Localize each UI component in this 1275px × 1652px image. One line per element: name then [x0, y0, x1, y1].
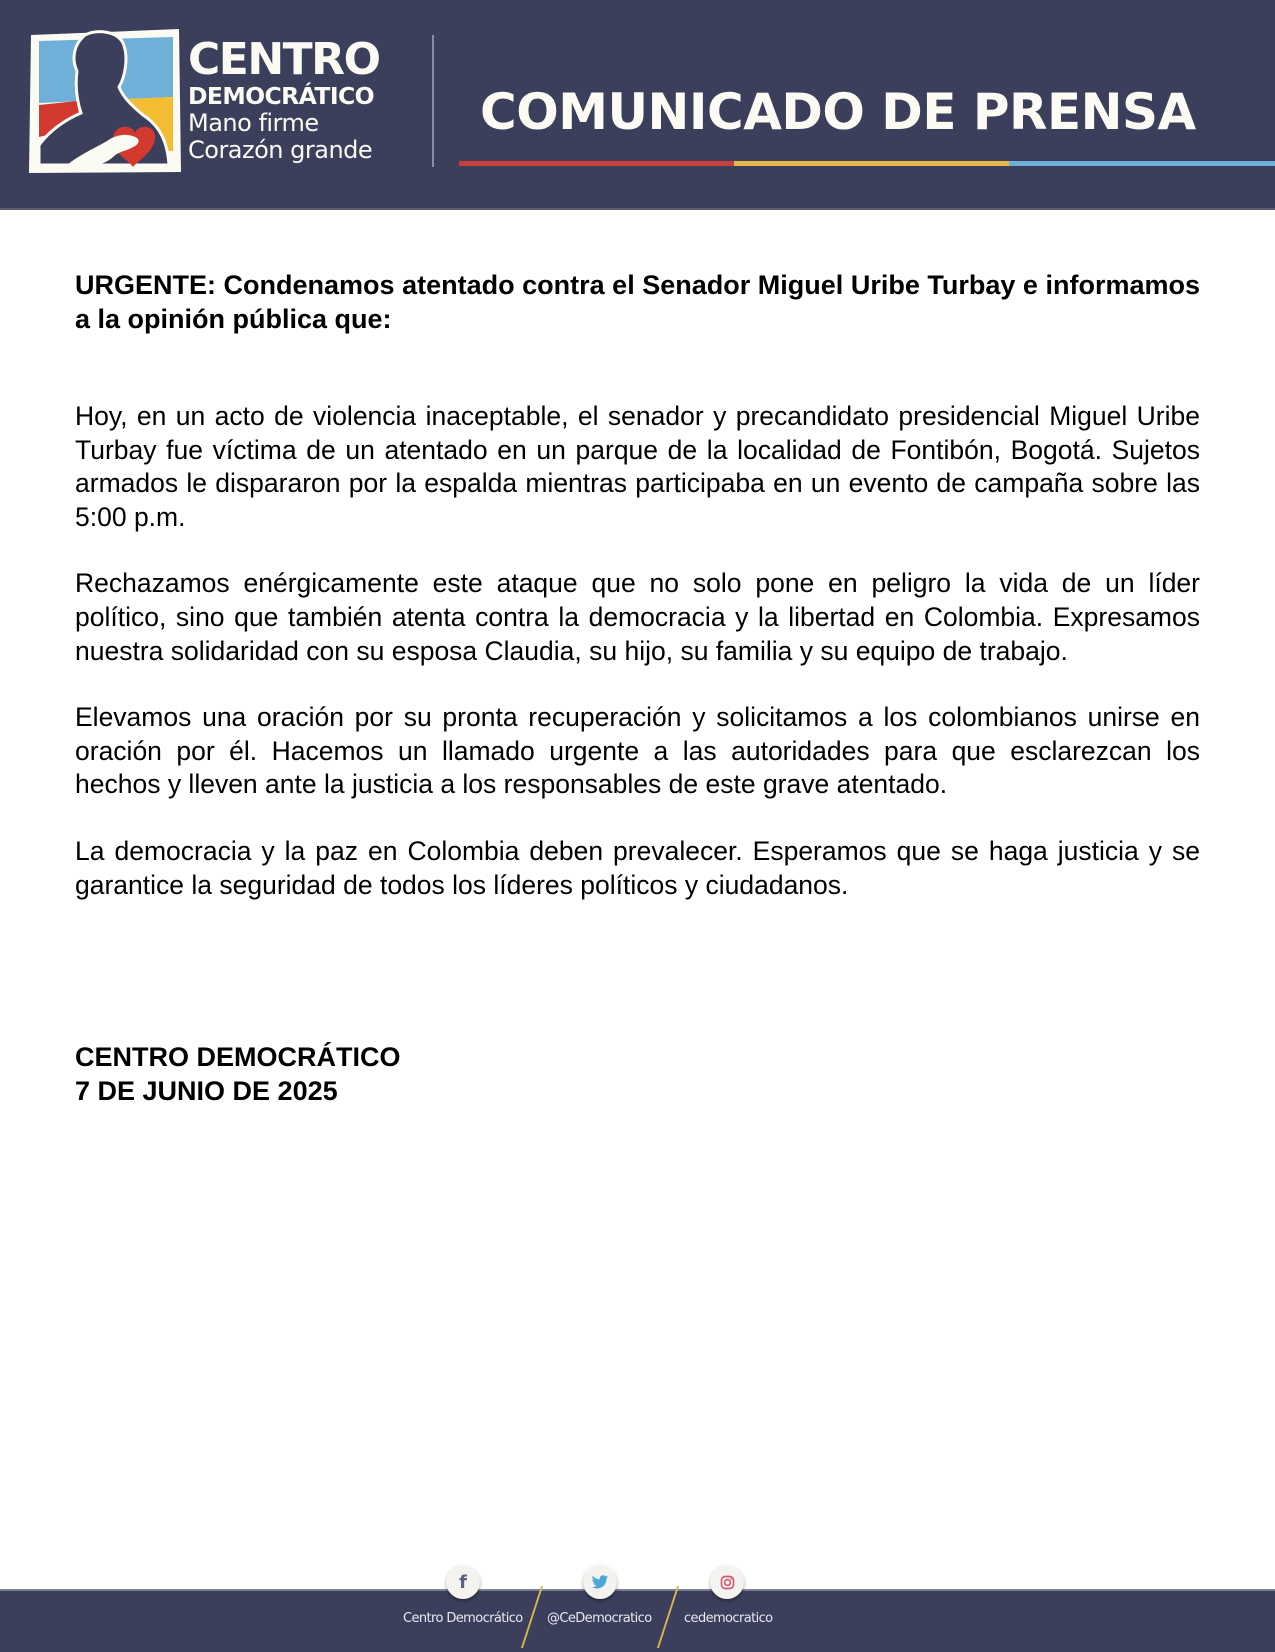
facebook-label[interactable]: Centro Democrático	[403, 1611, 523, 1626]
stripe-yellow	[734, 161, 1009, 166]
paragraph-4: La democracia y la paz en Colombia deben prevalecer. Esperamos que se haga justicia y se garantice la seguridad de todos los líderes políticos y ciudadanos.	[75, 835, 1200, 900]
twitter-icon	[591, 1575, 609, 1590]
logo-slogan-line2: Corazón grande	[188, 136, 373, 164]
signature-block	[75, 1040, 401, 1108]
stripe-red	[459, 161, 734, 166]
party-logo-text	[188, 34, 380, 164]
press-release-body	[75, 268, 1200, 902]
logo-title: CENTRO	[188, 34, 380, 85]
logo-slogan-line1: Mano firme	[188, 109, 319, 137]
instagram-label[interactable]: cedemocratico	[684, 1611, 773, 1626]
paragraph-2: Rechazamos enérgicamente este ataque que no solo pone en peligro la vida de un líder político, sino que también atenta contra la democracia y la libertad en Colombia. Expresamos nuestra solidaridad con su esposa Claudia, su hijo, su familia y su equipo de trabajo.	[75, 568, 1200, 666]
instagram-icon	[720, 1575, 735, 1590]
facebook-icon: f	[459, 1571, 467, 1593]
header-banner	[0, 0, 1275, 210]
paragraph-1: Hoy, en un acto de violencia inaceptable, el senador y precandidato presidencial Miguel Uribe Turbay fue víctima de un atentado en un parque de la localidad de Fontibón, Bogotá. Sujetos armados le dispararon por la espalda mientras participaba en un evento de campaña sobre las 5:00 p.m.	[75, 401, 1200, 532]
twitter-link[interactable]	[583, 1565, 617, 1599]
signature-organization: CENTRO DEMOCRÁTICO	[75, 1042, 401, 1072]
signature-date: 7 DE JUNIO DE 2025	[75, 1076, 338, 1106]
page-title: COMUNICADO DE PRENSA	[480, 83, 1196, 141]
headline: URGENTE: Condenamos atentado contra el Senador Miguel Uribe Turbay e informamos a la opinión pública que:	[75, 270, 1200, 334]
twitter-label[interactable]: @CeDemocratico	[547, 1611, 652, 1626]
header-divider	[432, 35, 434, 167]
instagram-link[interactable]	[710, 1565, 744, 1599]
paragraph-3: Elevamos una oración por su pronta recuperación y solicitamos a los colombianos unirse en oración por él. Hacemos un llamado urgente a las autoridades para que esclarezcan los hechos y lleven ante la justicia a los responsables de este grave atentado.	[75, 702, 1200, 800]
party-logo-icon	[27, 27, 183, 174]
logo-subtitle: DEMOCRÁTICO	[188, 82, 375, 110]
facebook-link[interactable]	[446, 1565, 480, 1599]
stripe-blue	[1009, 161, 1275, 166]
